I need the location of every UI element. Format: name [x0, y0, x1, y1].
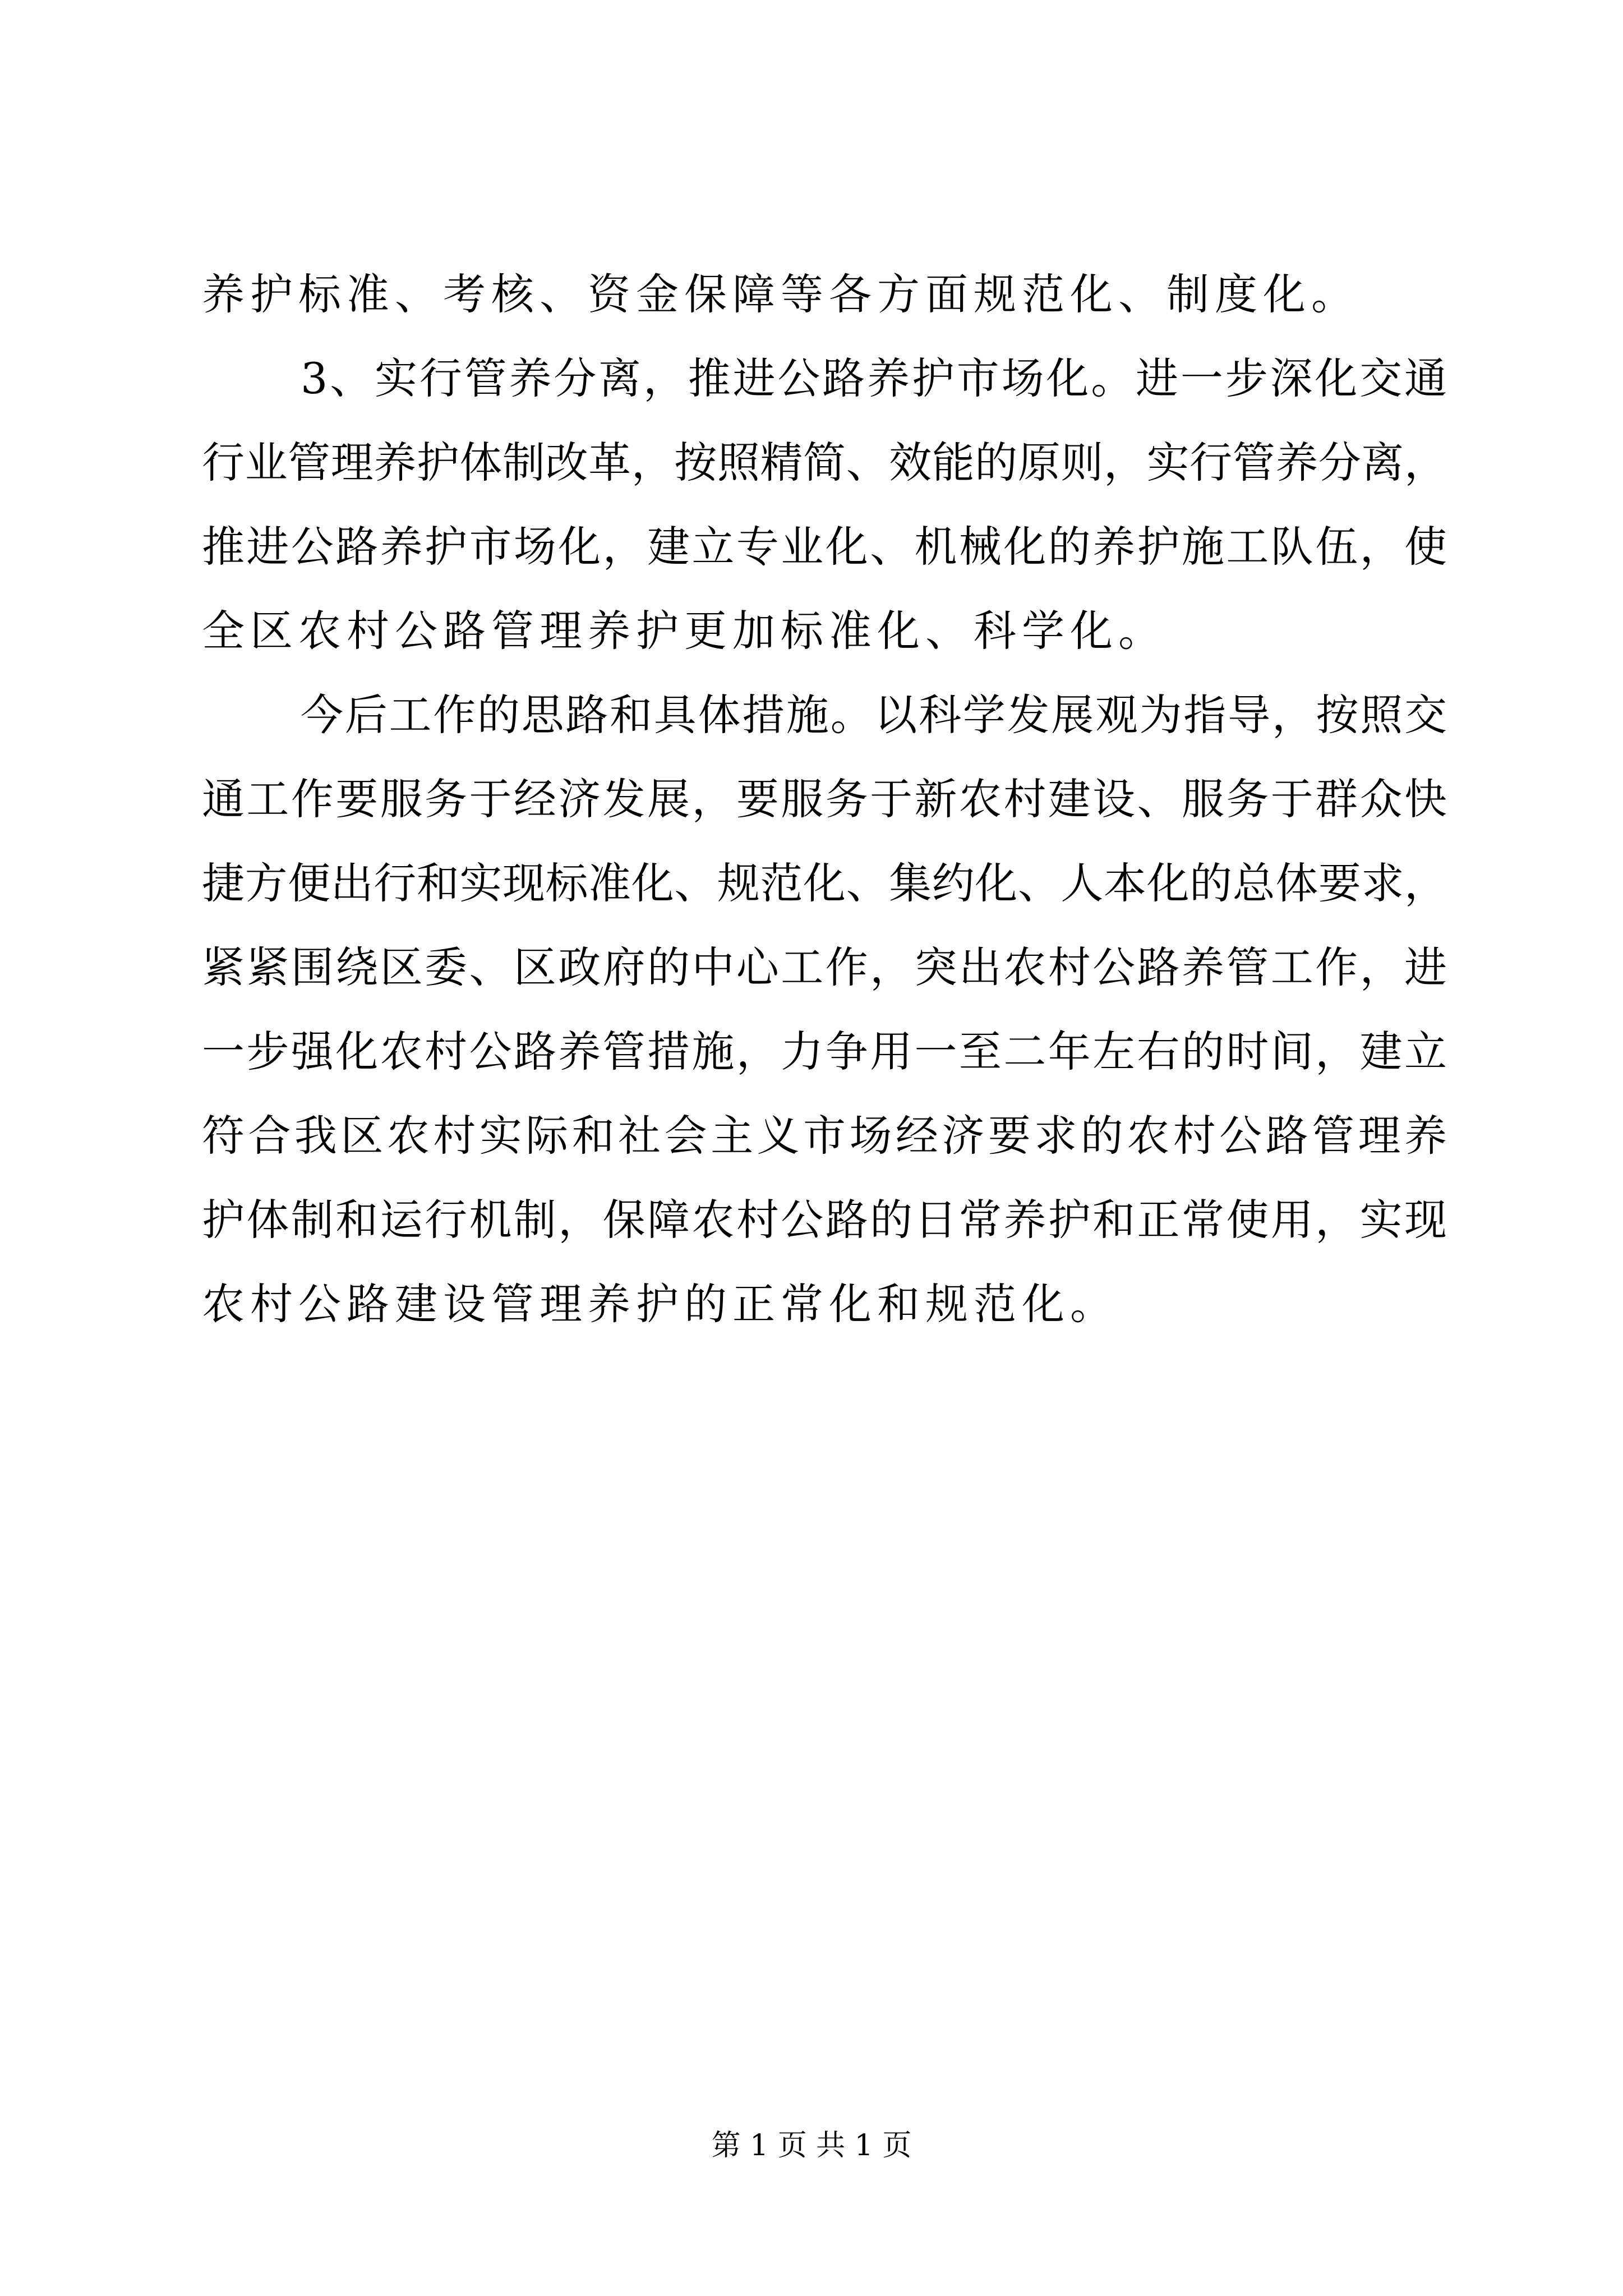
text-line: 农村公路建设管理养护的正常化和规范化。: [202, 1279, 1118, 1329]
text-line: 全区农村公路管理养护更加标准化、科学化。: [202, 606, 1166, 656]
text-line: 养护标准、考核、资金保障等各方面规范化、制度化。: [202, 269, 1359, 319]
page-number-label: 第 1 页 共 1 页: [711, 2129, 912, 2162]
text-line: 护体制和运行机制，保障农村公路的日常养护和正常使用，实现: [202, 1195, 1447, 1245]
text-line: 行业管理养护体制改革，按照精简、效能的原则，实行管养分离，: [202, 438, 1447, 487]
text-line: 3、实行管养分离，推进公路养护市场化。进一步深化交通: [301, 353, 1447, 403]
text-line: 一步强化农村公路养管措施，力争用一至二年左右的时间，建立: [202, 1027, 1447, 1076]
text-line: 捷方便出行和实现标准化、规范化、集约化、人本化的总体要求，: [202, 858, 1447, 908]
page-footer: [0, 2126, 1623, 2165]
text-line: 通工作要服务于经济发展，要服务于新农村建设、服务于群众快: [202, 774, 1447, 824]
text-line: 今后工作的思路和具体措施。以科学发展观为指导，按照交: [301, 690, 1447, 740]
text-line: 符合我区农村实际和社会主义市场经济要求的农村公路管理养: [202, 1111, 1447, 1161]
body-text: [202, 252, 1447, 1346]
text-line: 紧紧围绕区委、区政府的中心工作，突出农村公路养管工作，进: [202, 942, 1447, 992]
text-line: 推进公路养护市场化，建立专业化、机械化的养护施工队伍，使: [202, 522, 1447, 572]
